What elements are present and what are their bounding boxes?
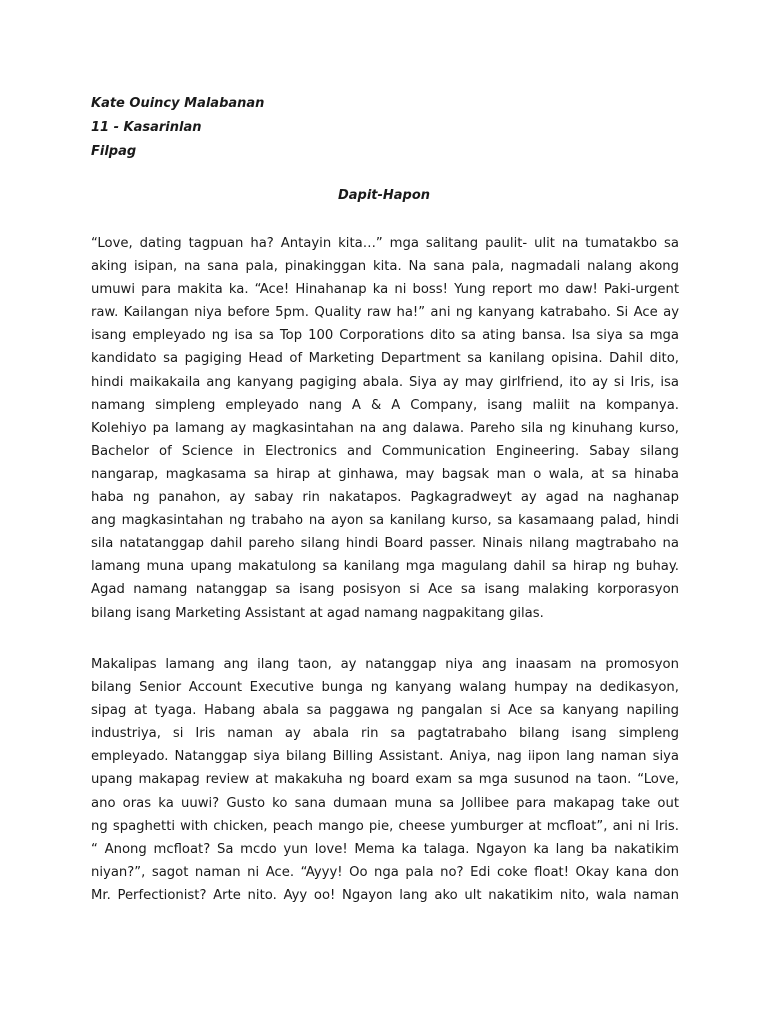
text-line: niyan?”, sagot naman ni Ace. “Ayyy! Oo nga pala no? Edi coke float! Okay kana don bbox=[91, 864, 679, 880]
text-line: namang simpleng empleyado nang A & A Company, isang maliit na kompanya. bbox=[91, 397, 679, 413]
text-line: ang magkasintahan ng trabaho na ayon sa kanilang kurso, sa kasamaang palad, hindi bbox=[91, 513, 679, 529]
text-line: empleyado. Natanggap siya bilang Billing Assistant. Aniya, nag iipon lang naman siya bbox=[91, 749, 679, 765]
text-line: Kolehiyo pa lamang ay magkasintahan na ang dalawa. Pareho sila ng kinuhang kurso, bbox=[91, 420, 679, 436]
text-line: ng spaghetti with chicken, peach mango pie, cheese yumburger at mcfloat”, ani ni Iris. bbox=[91, 818, 679, 834]
document-title: Dapit-Hapon bbox=[337, 188, 431, 203]
text-line: umuwi para makita ka. “Ace! Hinahanap ka ni boss! Yung report mo daw! Paki-urgent bbox=[91, 282, 679, 298]
document-header bbox=[91, 92, 264, 164]
text-line: upang makapag review at makakuha ng board exam sa mga susunod na taon. “Love, bbox=[91, 772, 679, 788]
class-section: 11 - Kasarinlan bbox=[91, 120, 202, 135]
text-line: “Love, dating tagpuan ha? Antayin kita…” mga salitang paulit- ulit na tumatakbo sa bbox=[91, 236, 679, 251]
text-line: sipag at tyaga. Habang abala sa paggawa ng pangalan si Ace sa kanyang napiling bbox=[91, 703, 679, 719]
text-line: Agad namang natanggap sa isang posisyon si Ace sa isang malaking korporasyon bbox=[91, 582, 679, 598]
author-name: Kate Ouincy Malabanan bbox=[91, 96, 265, 111]
text-line: Makalipas lamang ang ilang taon, ay natanggap niya ang inaasam na promosyon bbox=[91, 657, 679, 672]
text-line: bilang Senior Account Executive bunga ng kanyang walang humpay na dedikasyon, bbox=[91, 680, 679, 696]
text-line: isang empleyado ng isa sa Top 100 Corporations dito sa ating bansa. Isa siya sa mga bbox=[91, 328, 679, 344]
text-line: aking isipan, na sana pala, pinakinggan kita. Na sana pala, nagmadali nalang akong bbox=[91, 259, 679, 275]
text-line: Bachelor of Science in Electronics and Communication Engineering. Sabay silang bbox=[91, 443, 679, 459]
text-line: nangarap, magkasama sa hirap at ginhawa, may bagsak man o wala, at sa hinaba bbox=[91, 466, 679, 482]
text-line: kandidato sa pagiging Head of Marketing Department sa kanilang opisina. Dahil dito, bbox=[91, 351, 679, 367]
text-line: ano oras ka uuwi? Gusto ko sana dumaan muna sa Jollibee para makapag take out bbox=[91, 795, 679, 811]
text-line: haba ng panahon, ay sabay rin nakatapos. Pagkagradweyt ay agad na naghanap bbox=[91, 490, 679, 506]
text-line: “ Anong mcfloat? Sa mcdo yun love! Mema ka talaga. Ngayon ka lang ba nakatikim bbox=[91, 841, 679, 857]
subject: Filpag bbox=[91, 144, 137, 159]
text-line: industriya, si Iris naman ay abala rin sa pagtatrabaho bilang isang simpleng bbox=[91, 726, 679, 742]
text-line: raw. Kailangan niya before 5pm. Quality raw ha!” ani ng kanyang katrabaho. Si Ace ay bbox=[91, 305, 679, 321]
text-line: lamang muna upang makatulong sa kanilang mga magulang dahil sa hirap ng buhay. bbox=[91, 559, 679, 575]
paragraph-2 bbox=[91, 653, 679, 907]
paragraph-1 bbox=[91, 232, 679, 625]
text-line: hindi maikakaila ang kanyang pagiging abala. Siya ay may girlfriend, ito ay si Iris, isa bbox=[91, 374, 679, 390]
text-line: Mr. Perfectionist? Arte nito. Ayy oo! Ngayon lang ako ult nakatikim nito, wala naman bbox=[91, 887, 679, 903]
text-line: bilang isang Marketing Assistant at agad namang nagpakitang gilas. bbox=[91, 605, 544, 621]
text-line: sila natatanggap dahil pareho silang hindi Board passer. Ninais nilang magtrabaho na bbox=[91, 536, 679, 552]
